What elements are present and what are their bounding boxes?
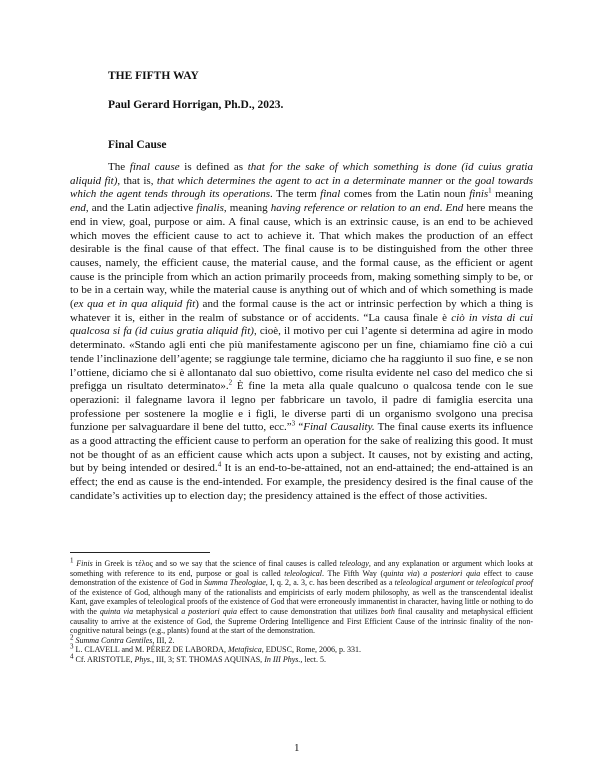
footnote-ref-4[interactable]: 4 — [217, 460, 222, 469]
italic-run: having reference or relation to an end — [270, 202, 440, 215]
italic-run: the goal towards which the agent tends through its operations — [70, 174, 533, 201]
footnote-number: 1 — [70, 556, 74, 565]
text-run: . — [439, 202, 446, 215]
italic-run: finis — [469, 188, 489, 201]
text-run: The — [108, 161, 130, 173]
section-heading: Final Cause — [108, 139, 167, 151]
body-paragraph — [70, 161, 533, 504]
text-run: , and the Latin adjective — [85, 202, 197, 215]
text-run: comes from the Latin noun — [340, 188, 470, 201]
footnote-4: $^4$ Cf. ARISTOTLE, Phys., III, 3; ST. THOMAS AQUINAS, In III Phys., lect. 5. — [70, 652, 326, 664]
footnote-separator — [70, 552, 210, 553]
footnote-ref-2[interactable]: 2 — [228, 378, 233, 387]
text-run: is defined as — [179, 161, 248, 173]
text-run: or — [442, 174, 459, 187]
text-run: The final cause exerts its influence as a good attracting the efficient cause to perform an operation for the sake of realizing this good. It must not be thought of as an efficient cause which acts upon a subject. It causes, not by existing and acting, but by being intended or desired. — [70, 421, 533, 475]
text-run: , cioè, il motivo per cui l’agente si determina ad agire in modo determinato. «Stando agli enti che più manifestamente agiscono per un fine, chiamiamo fine ciò a cui tende l’inclinazione dell’agente; se raggiunge tale termine, diciamo che ha raggiunto il suo fine, e se non l’ottiene, diciamo che si è allontanato dal suo obiettivo, come risulta evidente nel caso del medico che si prefigga un risultato determinato». — [70, 325, 533, 393]
italic-run: End — [445, 202, 464, 215]
footnotes — [70, 556, 534, 665]
text-run: ) and the formal cause is the act or intrinsic perfection by which a thing is whatever it is, either in the realm of substance or of accidents. “La causa finale è — [70, 298, 533, 324]
italic-run: that for the sake of which something is done (id cuius gratia aliquid fit) — [70, 161, 533, 187]
text-run: “ — [295, 421, 304, 434]
footnote-number: 4 — [70, 652, 74, 661]
document-title: THE FIFTH WAY — [108, 70, 199, 82]
footnote-number: 3 — [70, 642, 74, 651]
text-run: È fine la meta alla quale qualcuno o qualcosa tende con le sue operazioni: il falegname lavora il legno per fabbricare un tavolo, il padre di famiglia esercita una professione per sostenere la moglie e i figli, le diverse parti di un organismo svolgono una precisa funzione per salvaguardare il bene del tutto, ecc.” — [70, 380, 533, 434]
footnote-ref-1[interactable]: 1 — [488, 186, 492, 195]
italic-run: final cause — [129, 161, 180, 173]
italic-run: Final Causality. — [303, 421, 375, 434]
footnote-1: $^1$ Finis in Greek is τέλος and so we say that the science of final causes is called teleology, and any explanation or argument which looks at something with reference to its end, purpose or goal is called teleological. The Fifth Way (quinta via) a posteriori quia effect to cause demonstration of the existence of God in Summa Theologiae, I, q. 2, a. 3, c. has been described as a teleological argument or teleological proof of the existence of God, although many of the rationalists and empiricists of early modern philosophy, as well as the transcendental idealist Kant, gave examples of teleological proofs of the existence of God that were erroneously immanentist in character, having little or nothing to do with the quinta via metaphysical a posteriori quia effect to cause demonstration that utilizes both final causality and metaphysical efficient causality to arrive at the existence of God, the Supreme Ordering Intelligence and First Efficient Cause of the intrinsic finality of the non-cognitive natural beings (e.g., plants) found at the start of the demonstration. — [70, 556, 534, 636]
italic-run: ciò in vista di cui qualcosa si fa (id cuius gratia aliquid fit) — [70, 311, 533, 338]
italic-run: final — [320, 188, 341, 201]
page-number: 1 — [294, 742, 300, 754]
text-run: here means the end in view, goal, purpose or aim. A final cause, which is an extrinsic cause, is an end to be achieved which moves the efficient cause to act to achieve it. That which makes the production of an effect desirable is the final cause of that effect. The final cause is to be distinguished from the other three causes, namely, the efficient cause, the material cause, and the formal cause, as the efficient or agent cause is the principle from which an action primarily proceeds from, making something simply to be, or to be in a certain way, while the material cause is anything out of which and of which something is made ( — [70, 202, 534, 311]
text-run: meaning — [491, 188, 534, 201]
text-run: . The term — [269, 188, 321, 201]
italic-run: end — [70, 202, 86, 215]
italic-run: ex qua et in qua aliquid fit — [73, 298, 196, 311]
footnote-3: $^3$ L. CLAVELL and M. PÉREZ DE LABORDA, Metafisica, EDUSC, Rome, 2006, p. 331. — [70, 642, 362, 655]
text-run: , meaning — [223, 202, 271, 215]
text-run: , that is, — [117, 174, 157, 187]
italic-run: that which determines the agent to act in a determinate manner — [156, 174, 443, 187]
text-run: It is an end-to-be-attained, not an end-attained; the end-attained is an effect; the end as cause is the end-intended. For example, the presidency desired is the final cause of the candidate’s activities up to election day; the presidency attained is the effect of those activities. — [70, 462, 533, 502]
italic-run: finalis — [196, 202, 224, 215]
footnote-number: 2 — [70, 633, 74, 642]
footnote-2: $^2$ Summa Contra Gentiles, III, 2. — [70, 633, 175, 645]
footnote-ref-3[interactable]: 3 — [291, 419, 296, 428]
author-line: Paul Gerard Horrigan, Ph.D., 2023. — [108, 99, 284, 111]
